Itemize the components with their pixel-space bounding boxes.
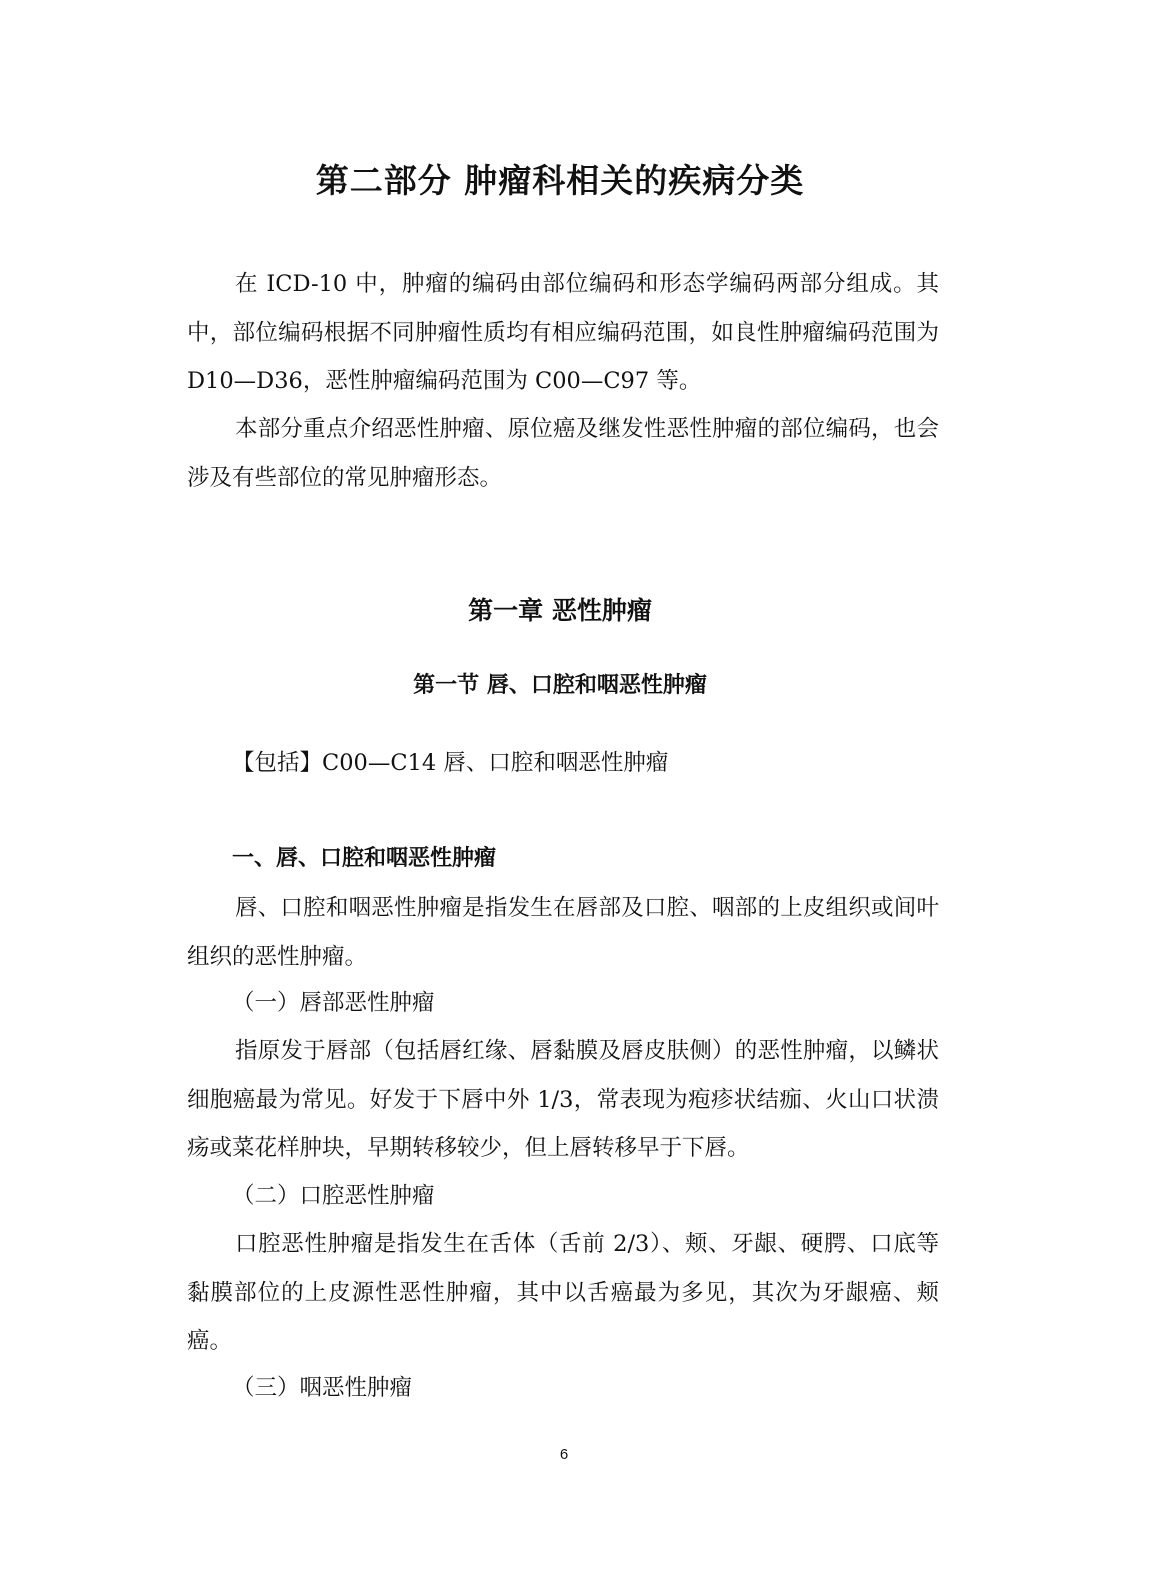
body-paragraph: 唇、口腔和咽恶性肿瘤是指发生在唇部及口腔、咽部的上皮组织或间叶组织的恶性肿瘤。 [187,895,939,970]
include-line: 【包括】C00—C14 唇、口腔和咽恶性肿瘤 [232,750,669,776]
section-title: 第一节 唇、口腔和咽恶性肿瘤 [413,673,707,698]
subheading-oral: （二）口腔恶性肿瘤 [232,1183,435,1209]
body-paragraph: 口腔恶性肿瘤是指发生在舌体（舌前 2/3）、颊、牙龈、硬腭、口底等黏膜部位的上皮源性恶性肿瘤，其中以舌癌最为多见，其次为牙龈癌、颊癌。 [187,1231,939,1354]
body-paragraph: 指原发于唇部（包括唇红缘、唇黏膜及唇皮肤侧）的恶性肿瘤，以鳞状细胞癌最为常见。好发于下唇中外 1/3，常表现为疱疹状结痂、火山口状溃疡或菜花样肿块，早期转移较少，但上唇转移早于下唇。 [187,1038,939,1161]
part-title: 第二部分 肿瘤科相关的疾病分类 [315,161,805,200]
intro-paragraph: 本部分重点介绍恶性肿瘤、原位癌及继发性恶性肿瘤的部位编码，也会涉及有些部位的常见肿瘤形态。 [187,416,939,491]
intro-paragraph: 在 ICD-10 中，肿瘤的编码由部位编码和形态学编码两部分组成。其中，部位编码根据不同肿瘤性质均有相应编码范围，如良性肿瘤编码范围为 D10—D36，恶性肿瘤编码范围为 C00—C97 等。 [187,271,939,394]
page-number: 6 [559,1446,569,1463]
heading-1: 一、唇、口腔和咽恶性肿瘤 [232,846,497,871]
subheading-pharynx: （三）咽恶性肿瘤 [232,1375,413,1401]
subheading-lip: （一）唇部恶性肿瘤 [232,990,435,1016]
chapter-title: 第一章 恶性肿瘤 [468,596,652,625]
